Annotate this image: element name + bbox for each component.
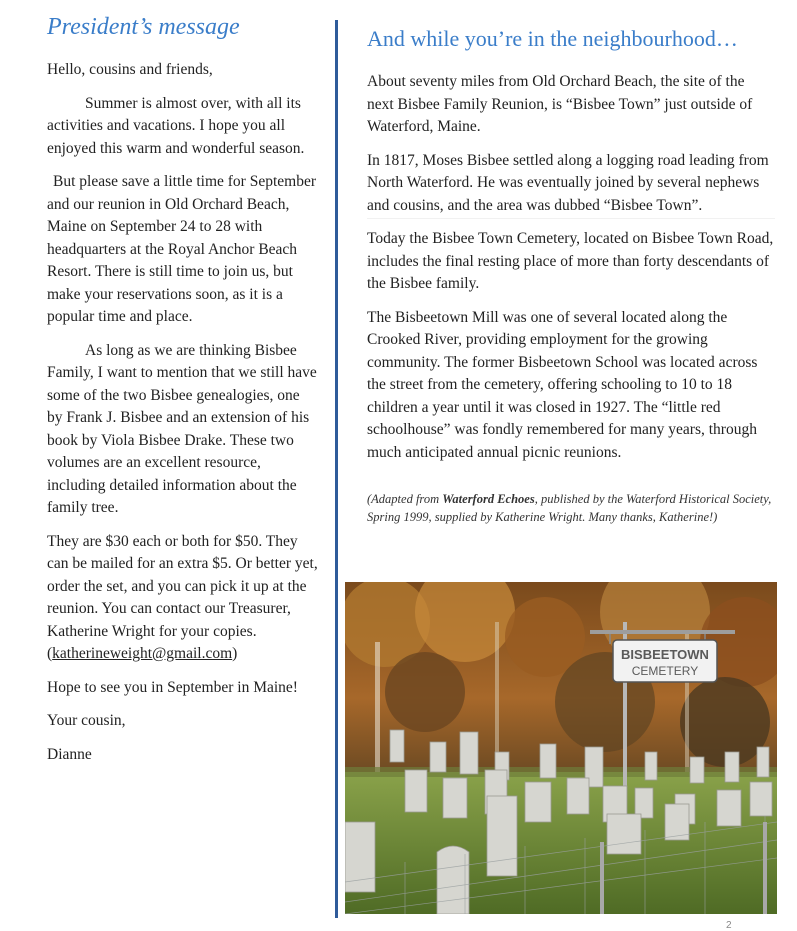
credit-source: Waterford Echoes xyxy=(442,492,535,506)
paragraph-cemetery: Today the Bisbee Town Cemetery, located on Bisbee Town Road, includes the final resting place of more than forty descendants of the Bisbee family. xyxy=(367,230,774,292)
paragraph-reunion: But please save a little time for September and our reunion in Old Orchard Beach, Maine on September 24 to 28 with headquarters at the Royal Anchor Beach Resort. There is still time to join us, but make your reservations soon, as it is a popular time and place. xyxy=(47,173,316,325)
paragraph-history: In 1817, Moses Bisbee settled along a logging road leading from North Waterford. He was eventually joined by several nephews and cousins, and the area was dubbed “Bisbee Town”. xyxy=(367,151,769,214)
page-number: 2 xyxy=(726,920,732,931)
credit-note xyxy=(367,490,775,526)
neighbourhood-column xyxy=(367,26,775,526)
closing: Your cousin, xyxy=(47,712,126,729)
credit-pre: (Adapted from xyxy=(367,492,443,506)
paragraph-location: About seventy miles from Old Orchard Beach, the site of the next Bisbee Family Reunion, is “Bisbee Town” just outside of Waterford, Maine. xyxy=(367,73,753,135)
paragraph-mill: The Bisbeetown Mill was one of several located along the Crooked River, providing employment for the growing community. The former Bisbeetown School was located across the street from the cemetery, offering schooling to 10 to 18 children a year until it was closed in 1927. The “little red schoolhouse” was fondly remembered for many years, through much anticipated annual picnic reunions. xyxy=(367,308,758,461)
paragraph-genealogies: As long as we are thinking Bisbee Family, I want to mention that we still have some of the two Bisbee genealogies, one by Frank J. Bisbee and an extension of his book by Viola Bisbee Drake. These two volumes are an excellent resource, including detailed information about the family tree. xyxy=(47,341,317,516)
paragraph-summer: Summer is almost over, with all its activities and vacations. I hope you all enjoyed this warm and wonderful season. xyxy=(47,94,305,157)
neighbourhood-title: And while you’re in the neighbourhood… xyxy=(367,26,738,51)
sign-line-2: CEMETERY xyxy=(631,664,699,678)
email-close-paren: ) xyxy=(232,645,238,662)
prices-text: They are $30 each or both for $50. They can be mailed for an extra $5. Or better yet, order the set, and you can pick it up at the reunion. You can contact our Treasurer, Katherine Wright for your copies. xyxy=(47,532,318,640)
email-link[interactable]: katherineweight@gmail.com xyxy=(52,645,233,662)
greeting: Hello, cousins and friends, xyxy=(47,61,213,78)
column-divider xyxy=(335,20,338,918)
cemetery-photo xyxy=(345,582,777,914)
signature: Dianne xyxy=(47,745,92,763)
cemetery-sign xyxy=(613,640,717,682)
presidents-message-column xyxy=(47,14,319,777)
sign-line-1: BISBEETOWN xyxy=(621,647,709,662)
email-open-paren: ( xyxy=(47,645,53,662)
credit-post: , published by the Waterford Historical Society, Spring 1999, supplied by Katherine Wright. Many thanks, Katherine!) xyxy=(367,492,772,524)
presidents-message-title: President’s message xyxy=(47,14,240,40)
paragraph-prices xyxy=(47,531,319,666)
paragraph-hope: Hope to see you in September in Maine! xyxy=(47,678,298,696)
